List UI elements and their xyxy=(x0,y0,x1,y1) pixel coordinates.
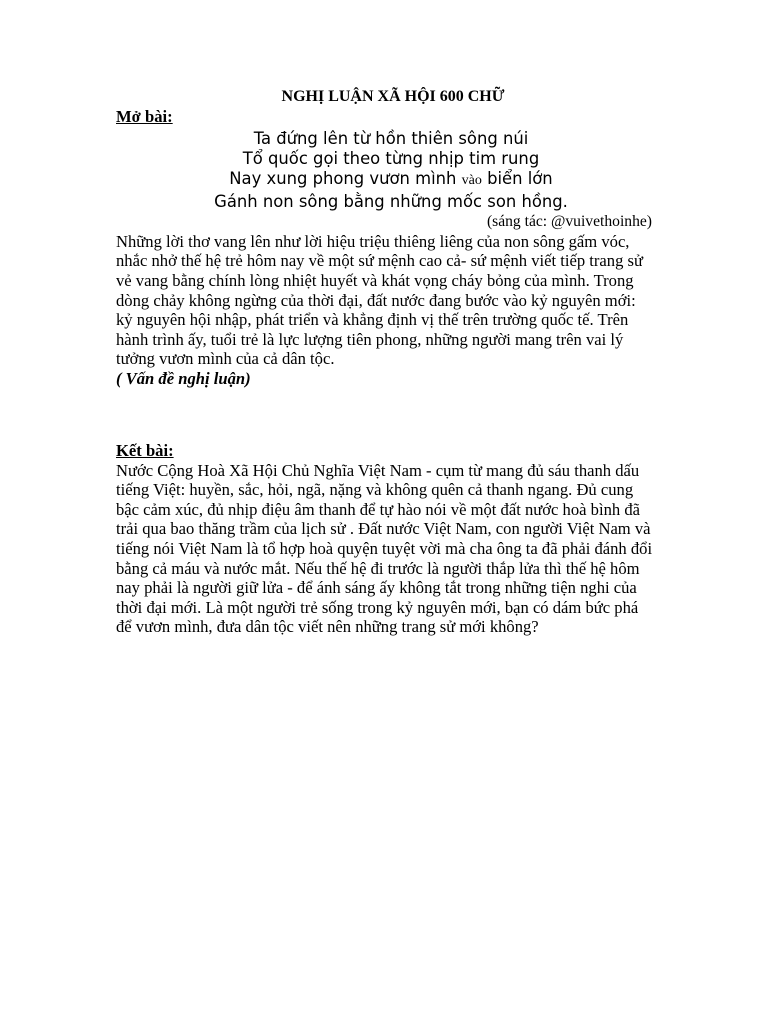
poem-line-3-part-c: biển lớn xyxy=(481,169,553,189)
section-spacer xyxy=(116,389,656,441)
conclusion-heading: Kết bài: xyxy=(116,440,174,460)
intro-heading: Mở bài: xyxy=(116,107,173,126)
poem-line-2: Tổ quốc gọi theo từng nhịp tim rung xyxy=(242,149,540,169)
issue-note: ( Vấn đề nghị luận) xyxy=(116,368,251,388)
poem-line-1: Ta đứng lên từ hồn thiên sông núi xyxy=(253,129,529,148)
document-title: NGHỊ LUẬN XÃ HỘI 600 CHỮ xyxy=(281,88,505,105)
poem-credit: (sáng tác: @vuivethoinhe) xyxy=(486,212,652,230)
poem-line-3 xyxy=(126,169,656,191)
conclusion-paragraph: Nước Cộng Hoà Xã Hội Chủ Nghĩa Việt Nam - cụm từ mang đủ sáu thanh dấu tiếng Việt: huyền, sắc, hỏi, ngã, nặng và không quên cả thanh ngang. Đủ cung bậc cảm xúc, đủ nhịp điệu âm thanh để tự hào nói về một đất nước hoà bình đã trải qua bao thăng trầm của lịch sử . Đất nước Việt Nam, con người Việt Nam và tiếng nói Việt Nam là tổ hợp hoà quyện tuyệt vời mà cha ông ta đã phải đánh đổi bằng cả máu và nước mắt. Nếu thế hệ đi trước là người thắp lửa thì thế hệ hôm nay phải là người giữ lửa - để ánh sáng ấy không tắt trong những tiện nghi của thời đại mới. Là một người trẻ sống trong kỷ nguyên mới, bạn có dám bức phá để vươn mình, đưa dân tộc viết nên những trang sử mới không? xyxy=(116,460,653,637)
poem-line-3-part-b: vào xyxy=(461,173,482,189)
document-body xyxy=(116,86,656,637)
intro-paragraph: Những lời thơ vang lên như lời hiệu triệu thiêng liêng của non sông gấm vóc, nhắc nhở thế hệ trẻ hôm nay về một sứ mệnh cao cả- sứ mệnh viết tiếp trang sử vẻ vang bằng chính lòng nhiệt huyết và khát vọng cháy bỏng của mình. Trong dòng chảy không ngừng của thời đại, đất nước đang bước vào kỷ nguyên mới: kỷ nguyên hội nhập, phát triển và khẳng định vị thế trên trường quốc tế. Trên hành trình ấy, tuổi trẻ là lực lượng tiên phong, những người mang trên vai lý tưởng vươn mình của cả dân tộc. xyxy=(116,231,643,369)
poem-line-3-part-a: Nay xung phong vươn mình xyxy=(229,169,462,189)
poem-line-4: Gánh non sông bằng những mốc son hồng. xyxy=(214,191,568,211)
poem-block xyxy=(116,129,656,212)
